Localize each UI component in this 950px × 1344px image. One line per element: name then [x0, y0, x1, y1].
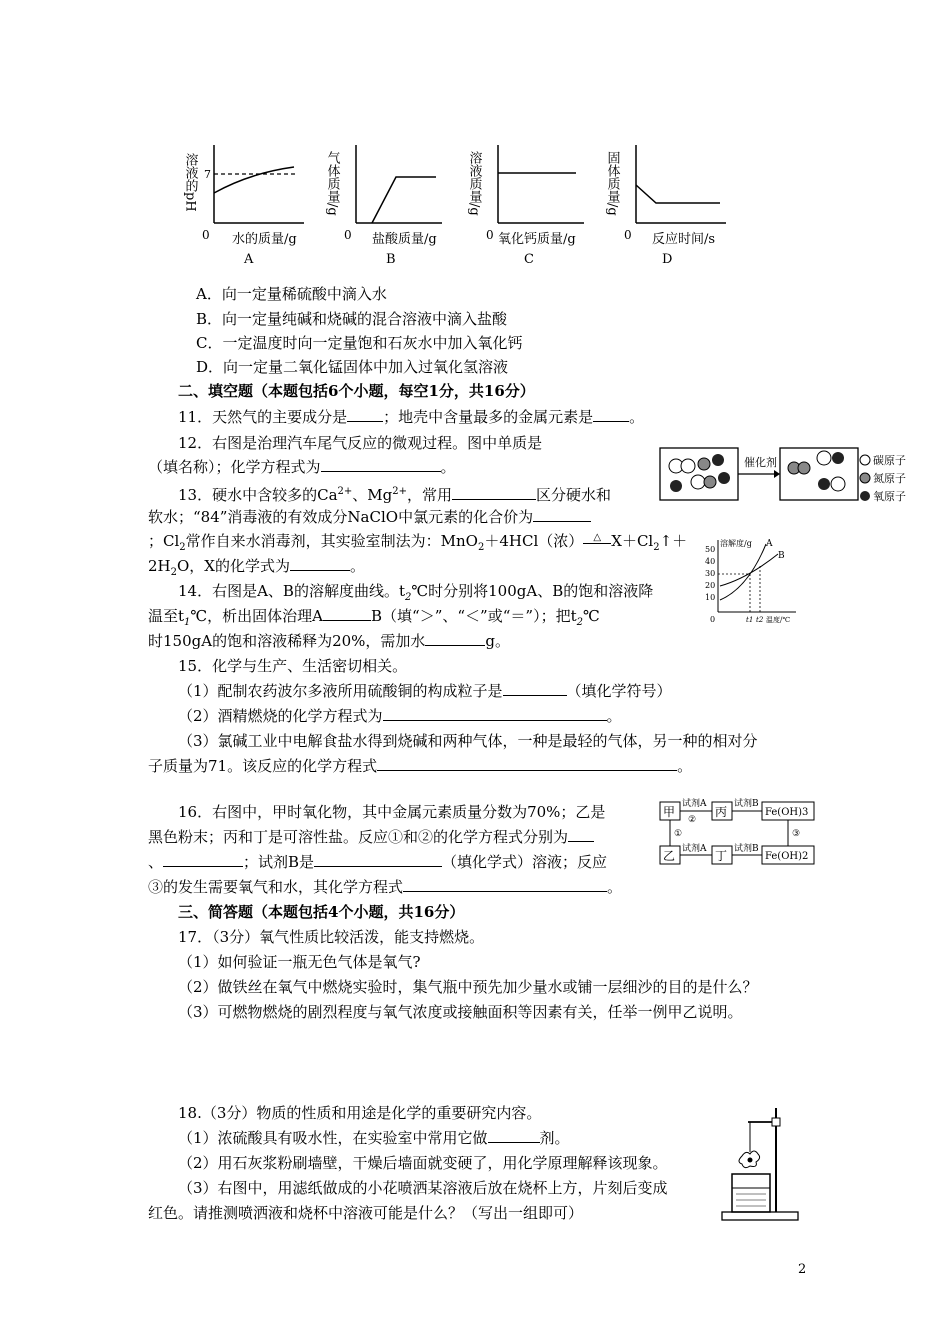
svg-text:t2: t2 — [756, 616, 764, 624]
graph-b-letter: B — [386, 252, 396, 267]
q15-line2: （1）配制农药波尔多液所用硫酸铜的构成粒子是 （填化学符号） — [178, 682, 672, 700]
section3-title: 三、简答题（本题包括4个小题，共16分） — [178, 903, 465, 921]
svg-text:0: 0 — [710, 615, 716, 624]
graph-a-origin: 0 — [202, 228, 210, 242]
graph-b — [325, 145, 443, 267]
graph-b-xlabel: 盐酸质量/g — [372, 232, 437, 247]
svg-text:30: 30 — [705, 569, 716, 578]
q17-line1: 17．（3分）氧气性质比较活泼，能支持燃烧。 — [178, 928, 485, 946]
q15-blank-2[interactable] — [383, 706, 607, 721]
legend-nitrogen: 氮原子 — [873, 472, 906, 485]
q16-line1: 16．右图中，甲时氧化物，其中金属元素质量分数为70%；乙是 — [178, 803, 606, 821]
q14-blank-1[interactable] — [323, 606, 371, 621]
svg-text:试剂A: 试剂A — [682, 844, 707, 854]
option-a: A．向一定量稀硫酸中滴入水 — [196, 285, 387, 303]
q13-line1: 13．硬水中含较多的$Ca^{2+}$、$Mg^{2+}$，常用 区分硬水和 — [178, 486, 612, 504]
option-b: B．向一定量纯碱和烧碱的混合溶液中滴入盐酸 — [196, 310, 508, 328]
q15-line1: 15．化学与生产、生活密切相关。 — [178, 657, 408, 675]
q17-line4: （3）可燃物燃烧的剧烈程度与氧气浓度或接触面积等因素有关，任举一例甲乙说明。 — [178, 1003, 743, 1021]
option-d: D．向一定量二氧化锰固体中加入过氧化氢溶液 — [196, 358, 509, 376]
q11: 11．天然气的主要成分是 ；地壳中含量最多的金属元素是 。 — [178, 408, 645, 426]
svg-text:①: ① — [674, 829, 683, 839]
legend-oxygen: 氧原子 — [873, 490, 906, 503]
graph-a-ylabel: 溶液的pH — [182, 153, 198, 212]
graph-d-letter: D — [662, 252, 673, 267]
sol-ylabel: 溶解度/g — [720, 539, 752, 548]
graph-d-xlabel: 反应时间/s — [652, 232, 716, 247]
q18-line1: 18.（3分）物质的性质和用途是化学的重要研究内容。 — [178, 1104, 542, 1122]
graph-c-letter: C — [524, 252, 534, 267]
node-yi: 乙 — [663, 849, 676, 863]
q14-blank-2[interactable] — [425, 631, 485, 646]
q15-line4: （3）氯碱工业中电解食盐水得到烧碱和两种气体，一种是最轻的气体，另一种的相对分 — [178, 732, 758, 750]
q18-line5: 红色。请推测喷洒液和烧杯中溶液可能是什么？（写出一组即可） — [148, 1204, 584, 1222]
q14-line1: 14．右图是A、B的溶解度曲线。$t_2℃$时分别将100gA、B的饱和溶液降 — [178, 582, 654, 603]
node-jia: 甲 — [663, 805, 676, 819]
graph-a — [183, 145, 305, 267]
graph-d — [605, 145, 727, 267]
q13-blank-2[interactable] — [533, 507, 591, 522]
q12-micro-diagram — [658, 444, 870, 506]
q13-line2: 软水；“84”消毒液的有效成分NaClO中氯元素的化合价为 — [148, 506, 591, 528]
q13-blank-3[interactable] — [290, 556, 350, 571]
q12-line2: （填名称）；化学方程式为 。 — [148, 458, 456, 476]
q14-line3: 时150gA的饱和溶液稀释为20%，需加水 g。 — [148, 632, 511, 650]
graph-a-xlabel: 水的质量/g — [232, 232, 297, 247]
graph-b-origin: 0 — [344, 228, 352, 242]
q12-legend — [858, 452, 938, 504]
svg-text:试剂B: 试剂B — [734, 799, 759, 809]
svg-text:③: ③ — [792, 829, 801, 839]
q17-line3: （2）做铁丝在氧气中燃烧实验时，集气瓶中预先加少量水或铺一层细沙的目的是什么？ — [178, 978, 758, 996]
graph-d-origin: 0 — [624, 228, 632, 242]
node-feoh2: Fe(OH)2 — [765, 851, 809, 862]
node-bing: 丙 — [715, 805, 728, 819]
q11-blank-1[interactable] — [347, 407, 383, 422]
stand-beaker-figure — [718, 1106, 804, 1224]
q13-blank-1[interactable] — [452, 485, 536, 500]
svg-text:10: 10 — [705, 593, 716, 602]
graphs-abcd — [180, 135, 770, 270]
q16-line2: 黑色粉末；丙和丁是可溶性盐。反应①和②的化学方程式分别为 — [148, 826, 594, 848]
svg-text:t1: t1 — [746, 616, 754, 624]
solubility-chart — [704, 536, 804, 628]
curve-a-label: A — [766, 539, 773, 549]
q15-line3: （2）酒精燃烧的化学方程式为 。 — [178, 707, 622, 725]
q18-line2: （1）浓硫酸具有吸水性，在实验室中常用它做 剂。 — [178, 1129, 570, 1147]
q18-blank[interactable] — [488, 1128, 540, 1143]
q13-line3: ；$Cl_2$常作自来水消毒剂，其实验室制法为：MnO$_2$＋4HCl（浓） △ $X+Cl_2↑+$ — [148, 532, 688, 553]
q12-line1: 12．右图是治理汽车尾气反应的微观过程。图中单质是 — [178, 434, 543, 452]
q15-blank-3[interactable] — [377, 756, 677, 771]
q16-reaction-diagram — [658, 796, 818, 872]
heat-condition: △ — [583, 533, 611, 544]
node-ding: 丁 — [715, 849, 728, 863]
q16-blank-4[interactable] — [403, 877, 607, 892]
q18-line4: （3）右图中，用滤纸做成的小花喷洒某溶液后放在烧杯上方，片刻后变成 — [178, 1179, 668, 1197]
graph-b-ylabel: 气体质量/g — [324, 151, 340, 216]
q11-blank-2[interactable] — [593, 407, 629, 422]
node-feoh3: Fe(OH)3 — [765, 807, 809, 818]
svg-text:②: ② — [688, 815, 697, 825]
q16-line3: 、 ；试剂B是 （填化学式）溶液；反应 — [148, 853, 608, 871]
q16-blank-3[interactable] — [314, 852, 442, 867]
q18-line3: （2）用石灰浆粉刷墙壁，干燥后墙面就变硬了，用化学原理解释该现象。 — [178, 1154, 668, 1172]
q16-line4: ③的发生需要氧气和水，其化学方程式 。 — [148, 878, 623, 896]
q17-line2: （1）如何验证一瓶无色气体是氧气? — [178, 953, 421, 971]
svg-text:40: 40 — [705, 557, 716, 566]
graph-c-xlabel: 氧化钙质量/g — [498, 232, 576, 247]
graph-d-ylabel: 固体质量/g — [604, 151, 620, 216]
q16-blank-2[interactable] — [163, 852, 243, 867]
svg-text:50: 50 — [705, 545, 716, 554]
svg-text:试剂A: 试剂A — [682, 799, 707, 809]
q12-blank[interactable] — [321, 457, 441, 472]
page-number: 2 — [798, 1262, 807, 1277]
graph-a-tick7: 7 — [204, 168, 211, 181]
q15-blank-1[interactable] — [503, 681, 567, 696]
q15-line5: 子质量为71。该反应的化学方程式 。 — [148, 757, 693, 775]
svg-text:试剂B: 试剂B — [734, 844, 759, 854]
q12-catalyst-label: 催化剂 — [744, 456, 777, 469]
svg-text:20: 20 — [705, 581, 716, 590]
curve-b-label: B — [778, 551, 785, 561]
legend-carbon: 碳原子 — [873, 454, 906, 467]
svg-text:温度/℃: 温度/℃ — [766, 616, 791, 624]
graph-c-origin: 0 — [486, 228, 494, 242]
section2-title: 二、填空题（本题包括6个小题，每空1分，共16分） — [178, 382, 535, 400]
option-c: C．一定温度时向一定量饱和石灰水中加入氧化钙 — [196, 334, 523, 352]
q13-line4: $2H_2O$，X的化学式为 。 — [148, 557, 365, 578]
q16-blank-1[interactable] — [568, 827, 594, 842]
graph-c — [467, 145, 585, 267]
q14-line2: 温至$t_1℃$，析出固体治理A B（填“＞”、“＜”或“＝”）；把$t_2℃$ — [148, 607, 600, 628]
graph-a-letter: A — [244, 252, 254, 267]
graph-c-ylabel: 溶液质量/g — [466, 151, 482, 216]
